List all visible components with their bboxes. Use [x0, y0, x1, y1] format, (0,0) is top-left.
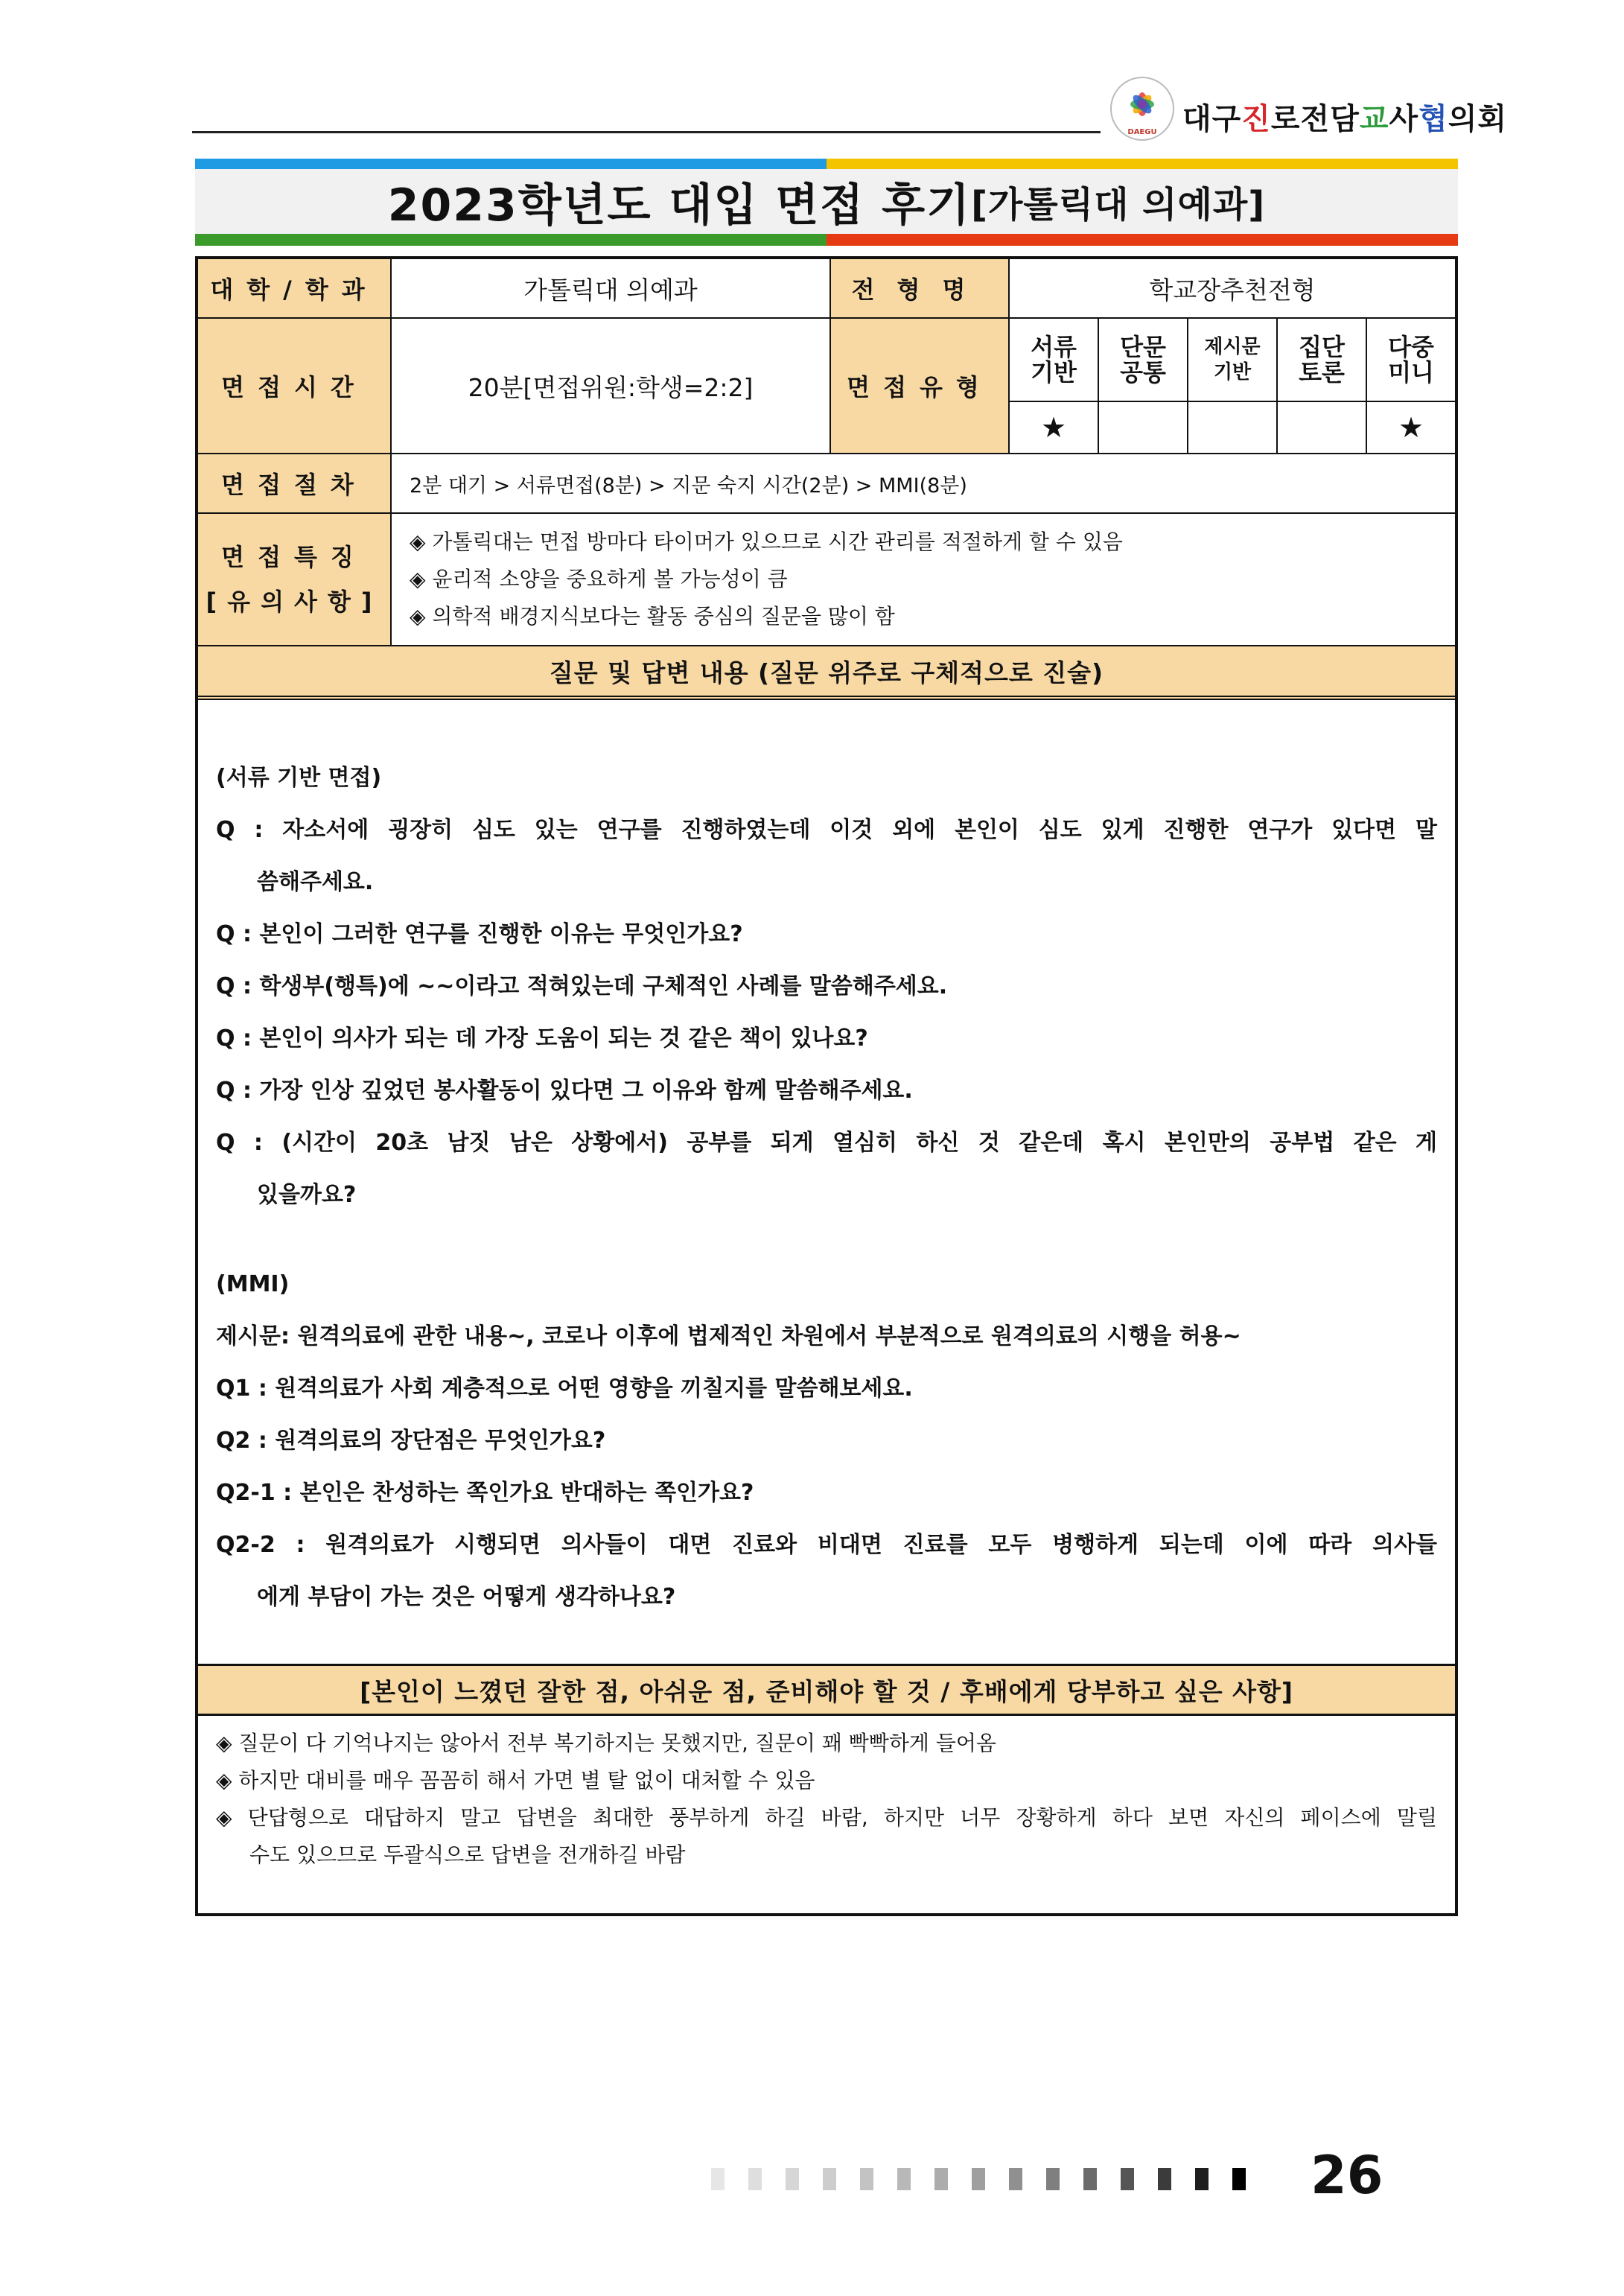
page-number: 26 [1311, 2145, 1383, 2206]
advice-item-continued: 수도 있으므로 두괄식으로 답변을 전개하길 바람 [249, 1842, 686, 1867]
page-title [195, 169, 1458, 234]
logo-text: DAEGU [1127, 128, 1157, 136]
interview-time-value: 20분[면접위원:학생=2:2] [392, 319, 831, 454]
title-bar-yellow [827, 159, 1458, 169]
format-document-based: 서류 기반 [1010, 319, 1099, 402]
association-name: 대구진로전담교사협의회 [1182, 102, 1508, 136]
interview-format-label: 면접유형 [831, 319, 1010, 454]
question: Q : 학생부(행특)에 ~~이라고 적혀있는데 구체적인 사례를 말씀해주세요. [216, 973, 948, 999]
format-group-discussion: 집단 토론 [1278, 319, 1367, 402]
feature-item: ◈ 윤리적 소양을 중요하게 볼 가능성이 큼 [410, 567, 788, 591]
format-passage-based-mark [1188, 402, 1278, 454]
advice-item: ◈ 질문이 다 기억나지는 않아서 전부 복기하지는 못했지만, 질문이 꽤 빡빡하게 들어옴 [216, 1731, 996, 1755]
format-document-based-mark: ★ [1010, 402, 1099, 454]
advice-item: ◈ 단답형으로 대답하지 말고 답변을 최대한 풍부하게 하길 바람, 하지만 너무 장황하게 하다 보면 자신의 페이스에 말릴 [216, 1805, 1437, 1830]
question: Q : 본인이 의사가 되는 데 가장 도움이 되는 것 같은 책이 있나요? [216, 1025, 868, 1052]
format-mmi: 다중 미니 [1367, 319, 1455, 402]
format-group-discussion-mark [1278, 402, 1367, 454]
feature-item: ◈ 의학적 배경지식보다는 활동 중심의 질문을 많이 함 [410, 604, 895, 629]
univ-label: 대학/학과 [198, 259, 392, 319]
interview-time-label: 면접시간 [198, 319, 392, 454]
feature-item: ◈ 가톨릭대는 면접 방마다 타이머가 있으므로 시간 관리를 적절하게 할 수 있음 [410, 530, 1123, 554]
admission-type-value: 학교장추천전형 [1010, 259, 1455, 319]
header-rule [192, 131, 1101, 133]
page-gradient-squares [711, 2165, 1277, 2195]
mmi-prompt: 제시문: 원격의료에 관한 내용~, 코로나 이후에 법제적인 차원에서 부분적으로 원격의료의 시행을 허용~ [216, 1323, 1241, 1349]
advice-content [216, 1725, 1437, 1874]
question: Q1 : 원격의료가 사회 계층적으로 어떤 영향을 끼칠지를 말씀해보세요. [216, 1376, 913, 1402]
title-bar-red [827, 234, 1458, 246]
qa-heading: 질문 및 답변 내용 (질문 위주로 구체적으로 진술) [198, 646, 1455, 700]
question: Q2-2 : 원격의료가 시행되면 의사들이 대면 진료와 비대면 진료를 모두 병행하게 되는데 이에 따라 의사들 [216, 1532, 1437, 1558]
admission-type-label: 전형명 [831, 259, 1010, 319]
question-continued: 있을까요? [257, 1182, 357, 1208]
question-continued: 씀해주세요. [257, 869, 374, 895]
doc-section-title: (서류 기반 면접) [216, 765, 382, 791]
mmi-section-title: (MMI) [216, 1271, 290, 1297]
procedure-label: 면접절차 [198, 454, 392, 514]
qa-content [216, 752, 1437, 1624]
title-bar-green [195, 234, 827, 246]
question: Q : (시간이 20초 남짓 남은 상황에서) 공부를 되게 열심히 하신 것 같은데 혹시 본인만의 공부법 같은 게 [216, 1130, 1437, 1156]
question: Q2 : 원격의료의 장단점은 무엇인가요? [216, 1428, 606, 1454]
advice-item: ◈ 하지만 대비를 매우 꼼꼼히 해서 가면 별 탈 없이 대처할 수 있음 [216, 1768, 815, 1793]
question: Q : 가장 인상 깊었던 봉사활동이 있다면 그 이유와 함께 말씀해주세요. [216, 1078, 913, 1104]
format-passage-based: 제시문 기반 [1188, 319, 1278, 402]
question: Q : 자소서에 굉장히 심도 있는 연구를 진행하였는데 이것 외에 본인이 심도 있게 진행한 연구가 있다면 말 [216, 817, 1437, 843]
format-short-common: 단문 공통 [1099, 319, 1188, 402]
title-main: 2023학년도 대입 면접 후기 [387, 179, 972, 232]
question-continued: 에게 부담이 가는 것은 어떻게 생각하나요? [257, 1584, 676, 1610]
features-label: 면접특징 [유의사항] [198, 514, 392, 646]
advice-heading: [본인이 느꼈던 잘한 점, 아쉬운 점, 준비해야 할 것 / 후배에게 당부하고 싶은 사항] [198, 1664, 1455, 1716]
format-short-common-mark [1099, 402, 1188, 454]
question: Q : 본인이 그러한 연구를 진행한 이유는 무엇인가요? [216, 921, 743, 947]
title-sub: [가톨릭대 의예과] [971, 184, 1266, 226]
procedure-value: 2분 대기 > 서류면접(8분) > 지문 숙지 시간(2분) > MMI(8분) [392, 454, 1455, 514]
association-logo-icon [1108, 74, 1176, 143]
format-mmi-mark: ★ [1367, 402, 1455, 454]
features-list [392, 514, 1455, 646]
question: Q2-1 : 본인은 찬성하는 쪽인가요 반대하는 쪽인가요? [216, 1480, 754, 1506]
title-bar-blue [195, 159, 827, 169]
univ-value: 가톨릭대 의예과 [392, 259, 831, 319]
